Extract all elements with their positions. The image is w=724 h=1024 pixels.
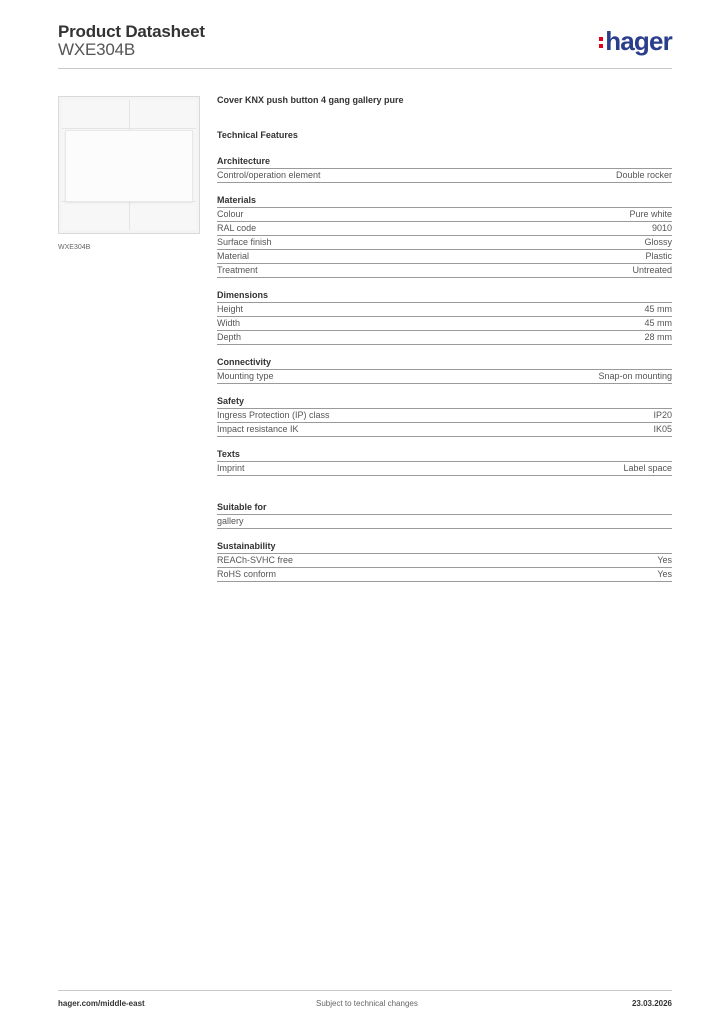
- spec-label: Width: [217, 318, 241, 328]
- spec-value: IP20: [653, 410, 672, 420]
- spec-value: Glossy: [644, 237, 672, 247]
- spec-value: 9010: [651, 223, 672, 233]
- spec-row: [217, 370, 672, 384]
- document-title: Product Datasheet: [58, 22, 205, 41]
- footer-date: 23.03.2026: [631, 999, 672, 1008]
- spec-label: RoHS conform: [217, 569, 277, 579]
- spec-label: Imprint: [217, 463, 245, 473]
- section-gap: [217, 476, 672, 501]
- section-dimensions: [217, 289, 672, 345]
- spec-label: Colour: [217, 209, 244, 219]
- spec-row: [217, 264, 672, 278]
- spec-value: Pure white: [629, 209, 672, 219]
- spec-label: Treatment: [217, 265, 258, 275]
- spec-value: Label space: [623, 463, 672, 473]
- product-name: Cover KNX push button 4 gang gallery pure: [217, 95, 404, 105]
- section-title: Dimensions: [217, 289, 672, 303]
- logo-text: hager: [605, 26, 672, 56]
- spec-row: [217, 462, 672, 476]
- spec-label: Height: [217, 304, 244, 314]
- section-architecture: [217, 155, 672, 183]
- spec-row: [217, 317, 672, 331]
- section-sustainability: [217, 540, 672, 582]
- section-texts: [217, 448, 672, 476]
- spec-value: Double rocker: [615, 170, 672, 180]
- section-gap: [217, 278, 672, 289]
- spec-label: Control/operation element: [217, 170, 321, 180]
- spec-label: REACh-SVHC free: [217, 555, 294, 565]
- section-title: Materials: [217, 194, 672, 208]
- section-gap: [217, 437, 672, 448]
- spec-value: IK05: [653, 424, 672, 434]
- image-caption: WXE304B: [58, 244, 91, 251]
- datasheet-content: [217, 95, 672, 582]
- spec-row: [217, 303, 672, 317]
- spec-row: [217, 331, 672, 345]
- switch-plate: [62, 100, 196, 230]
- rocker-button: [65, 130, 193, 202]
- spec-label: Mounting type: [217, 371, 274, 381]
- spec-value: Yes: [657, 569, 672, 579]
- section-safety: [217, 395, 672, 437]
- spec-value: Yes: [657, 555, 672, 565]
- plate-divider-top: [62, 128, 196, 129]
- page-header: [58, 20, 672, 68]
- spec-label: Ingress Protection (IP) class: [217, 410, 330, 420]
- spec-row: [217, 423, 672, 437]
- spec-value: 45 mm: [644, 304, 672, 314]
- hager-logo: [599, 28, 672, 54]
- spec-value: Snap-on mounting: [598, 371, 672, 381]
- spec-value: 45 mm: [644, 318, 672, 328]
- section-gap: [217, 529, 672, 540]
- section-suitable-for: [217, 501, 672, 529]
- spec-row: [217, 554, 672, 568]
- section-title: Suitable for: [217, 501, 672, 515]
- spec-label: Depth: [217, 332, 242, 342]
- spec-row: [217, 208, 672, 222]
- spec-label: Surface finish: [217, 237, 272, 247]
- footer-disclaimer: Subject to technical changes: [316, 999, 418, 1008]
- technical-features-heading: Technical Features: [217, 130, 298, 140]
- spec-row: [217, 169, 672, 183]
- section-gap: [217, 345, 672, 356]
- footer-website-link[interactable]: hager.com/middle-east: [58, 999, 145, 1008]
- spec-value: Plastic: [645, 251, 672, 261]
- section-gap: [217, 384, 672, 395]
- product-image: [58, 96, 200, 234]
- feature-sections: [217, 155, 672, 582]
- section-title: Safety: [217, 395, 672, 409]
- spec-row: [217, 568, 672, 582]
- spec-label: gallery: [217, 516, 244, 526]
- section-title: Connectivity: [217, 356, 672, 370]
- spec-row: [217, 236, 672, 250]
- spec-label: Material: [217, 251, 250, 261]
- section-title: Texts: [217, 448, 672, 462]
- spec-row: [217, 515, 672, 529]
- footer-divider: [58, 990, 672, 991]
- header-divider: [58, 68, 672, 69]
- section-materials: [217, 194, 672, 278]
- spec-label: RAL code: [217, 223, 257, 233]
- section-connectivity: [217, 356, 672, 384]
- spec-label: Impact resistance IK: [217, 424, 299, 434]
- section-title: Sustainability: [217, 540, 672, 554]
- product-code: WXE304B: [58, 40, 136, 59]
- logo-dots-icon: [599, 28, 604, 52]
- spec-row: [217, 222, 672, 236]
- section-gap: [217, 183, 672, 194]
- section-title: Architecture: [217, 155, 672, 169]
- spec-row: [217, 409, 672, 423]
- spec-value: 28 mm: [644, 332, 672, 342]
- spec-value: Untreated: [632, 265, 672, 275]
- spec-row: [217, 250, 672, 264]
